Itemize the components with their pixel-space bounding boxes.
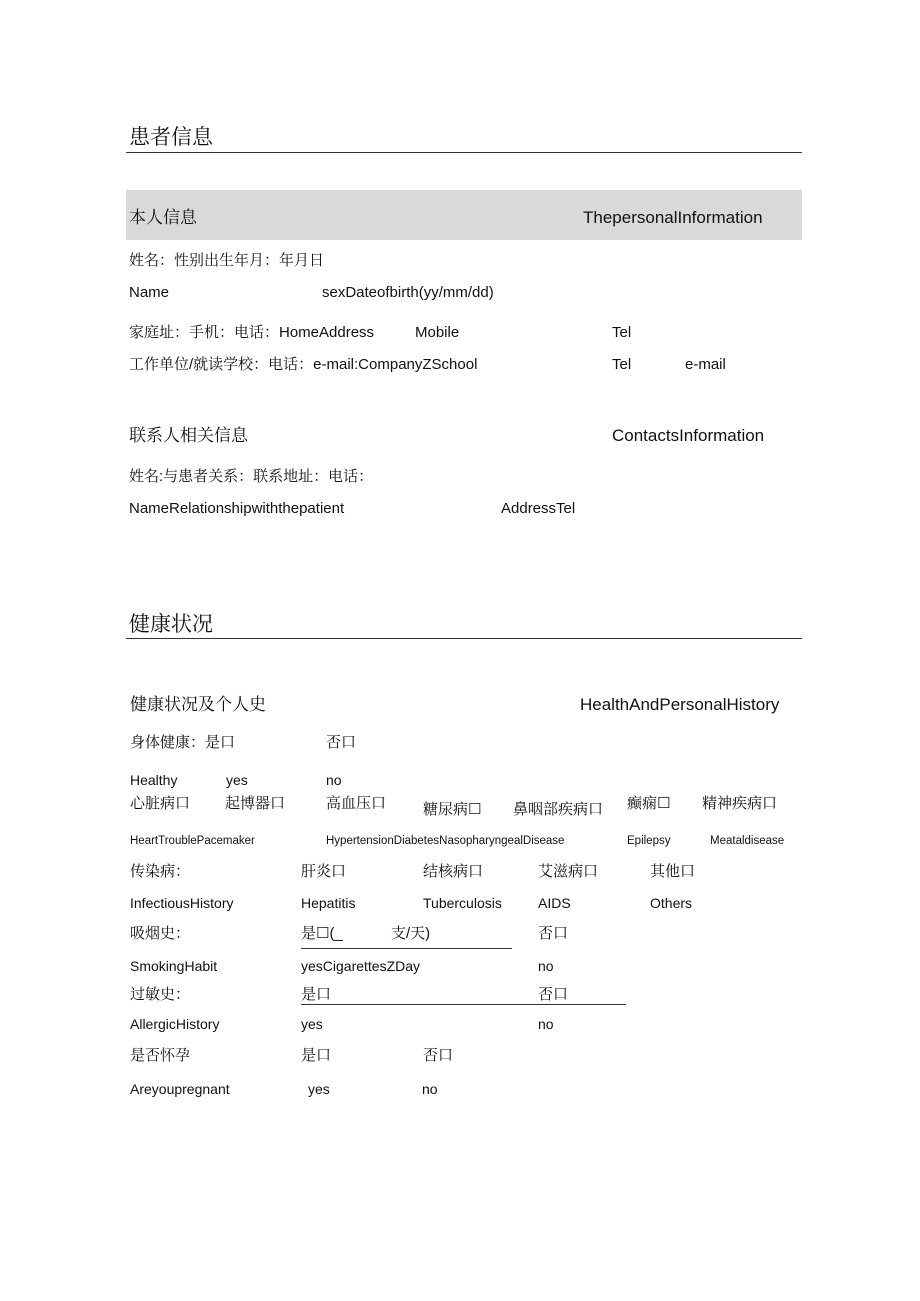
personal-sex-dob-label: sexDateofbirth(yy/mm/dd)	[322, 284, 494, 301]
contacts-title-en: ContactsInformation	[612, 426, 765, 445]
infectious-checkbox-hepatitis[interactable]: 肝炎口	[301, 863, 347, 880]
section-title-patient-info: 患者信息	[129, 126, 213, 149]
pregnant-yes-checkbox[interactable]: 是口	[301, 1047, 332, 1064]
divider	[126, 638, 802, 639]
smoking-label-en: SmokingHabit	[130, 958, 218, 974]
infectious-checkbox-tuberculosis[interactable]: 结核病口	[423, 863, 484, 880]
allergic-yes-checkbox[interactable]: 是口	[301, 986, 332, 1003]
healthy-yes-en: yes	[226, 772, 248, 788]
pregnant-no-en: no	[422, 1081, 438, 1097]
healthy-no-en: no	[326, 772, 342, 788]
smoking-per-day-unit: 支/天)	[391, 925, 431, 942]
smoking-yes-checkbox[interactable]: 是☐(_	[301, 925, 343, 942]
smoking-label-cn: 吸烟史：	[130, 925, 191, 942]
pregnant-label-en: Areyoupregnant	[130, 1081, 230, 1097]
personal-info-title-cn: 本人信息	[129, 208, 197, 227]
disease-label-epilepsy: Epilepsy	[627, 835, 671, 847]
smoking-yes-en: yesCigarettesZDay	[301, 958, 421, 974]
infectious-checkbox-aids[interactable]: 艾滋病口	[538, 863, 599, 880]
pregnant-yes-en: yes	[308, 1081, 330, 1097]
infectious-tuberculosis-en: Tuberculosis	[423, 895, 502, 911]
allergic-label-en: AllergicHistory	[130, 1016, 220, 1032]
personal-name-label: Name	[129, 284, 170, 301]
personal-row3-cn: 工作单位/就读学校：电话：e-mail:CompanyZSchool	[129, 356, 478, 373]
infectious-others-en: Others	[650, 895, 693, 911]
disease-checkbox-hypertension[interactable]: 高血压口	[326, 795, 387, 812]
allergic-no-en: no	[538, 1016, 554, 1032]
personal-row1-cn: 姓名：性别出生年月：年月日	[129, 252, 325, 269]
personal-row2-cn: 家庭址：手机：电话：HomeAddress	[129, 324, 375, 341]
infectious-label-cn: 传染病：	[130, 863, 191, 880]
disease-checkbox-epilepsy[interactable]: 癫痫☐	[627, 795, 671, 812]
healthy-no-cn[interactable]: 否口	[326, 734, 357, 751]
disease-checkbox-diabetes[interactable]: 糖尿病☐	[423, 801, 482, 818]
divider	[126, 152, 802, 153]
smoking-no-checkbox[interactable]: 否口	[538, 925, 569, 942]
personal-mobile-label: Mobile	[415, 324, 460, 341]
healthy-label-en: Healthy	[130, 772, 178, 788]
healthy-yes-cn[interactable]: 身体健康：是口	[130, 734, 236, 751]
contacts-relationship-label: NameRelationshipwiththepatient	[129, 500, 345, 517]
personal-email-label: e-mail	[685, 356, 726, 373]
health-title-cn: 健康状况及个人史	[130, 695, 266, 714]
contacts-address-tel-label: AddressTel	[501, 500, 576, 517]
allergic-yes-en: yes	[301, 1016, 323, 1032]
disease-checkbox-pacemaker[interactable]: 起博器口	[225, 795, 286, 812]
personal-tel-label: Tel	[612, 324, 632, 341]
disease-label-mental: Meataldisease	[710, 835, 785, 847]
allergic-no-checkbox[interactable]: 否口	[538, 986, 569, 1003]
infectious-aids-en: AIDS	[538, 895, 571, 911]
health-title-en: HealthAndPersonalHistory	[580, 695, 780, 714]
infectious-hepatitis-en: Hepatitis	[301, 895, 356, 911]
infectious-checkbox-others[interactable]: 其他口	[650, 863, 696, 880]
infectious-label-en: InfectiousHistory	[130, 895, 234, 911]
contacts-title-cn: 联系人相关信息	[129, 426, 248, 445]
disease-checkbox-nasopharyngeal[interactable]: 鼻咽部疾病口	[513, 801, 604, 818]
personal-info-title-en: ThepersonalInformation	[583, 208, 763, 227]
smoking-count-underline[interactable]	[301, 948, 512, 949]
disease-checkbox-mental[interactable]: 精神疾病口	[702, 795, 778, 812]
pregnant-label-cn: 是否怀孕	[130, 1047, 191, 1064]
allergic-underline	[301, 1004, 626, 1005]
disease-label-heart-pacemaker: HeartTroublePacemaker	[130, 835, 255, 847]
contacts-row1-cn: 姓名:与患者关系：联系地址：电话：	[129, 468, 374, 485]
disease-label-hypertension-diabetes-nasopharyngeal: HypertensionDiabetesNasopharyngealDisease	[326, 835, 565, 847]
pregnant-no-checkbox[interactable]: 否口	[423, 1047, 454, 1064]
section-title-health-status: 健康状况	[129, 613, 213, 636]
allergic-label-cn: 过敏史：	[130, 986, 191, 1003]
personal-work-tel-label: Tel	[612, 356, 632, 373]
disease-checkbox-heart[interactable]: 心脏病口	[130, 795, 191, 812]
smoking-no-en: no	[538, 958, 554, 974]
